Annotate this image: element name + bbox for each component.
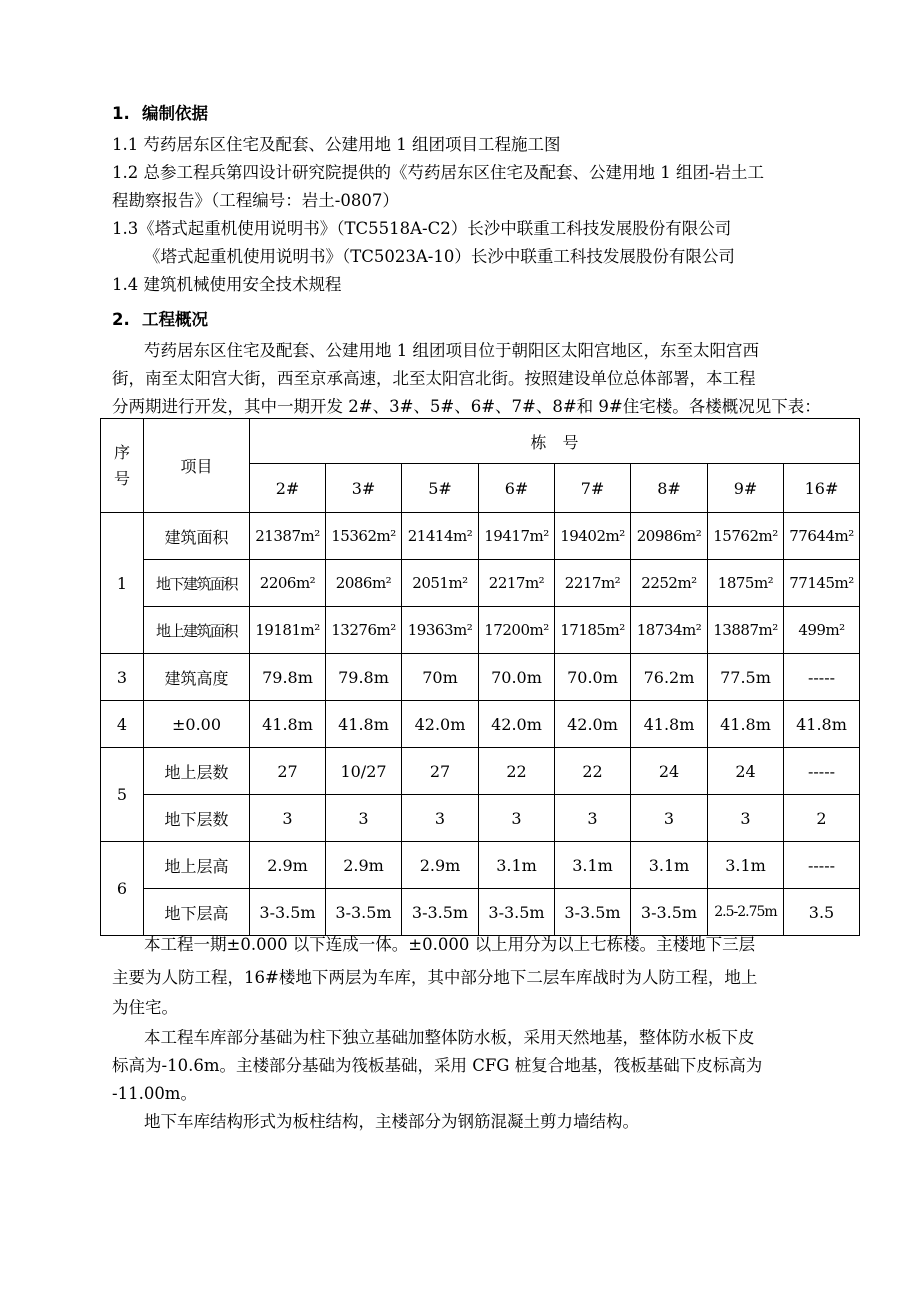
table-cell: 21414m² bbox=[402, 513, 479, 560]
row-label: 建筑高度 bbox=[144, 654, 250, 701]
basis-item-1: 1.1 芍药居东区住宅及配套、公建用地 1 组团项目工程施工图 bbox=[112, 135, 561, 154]
table-cell: 1875m² bbox=[708, 560, 784, 607]
header-seq-char-2: 号 bbox=[113, 468, 130, 488]
table-cell: 2.9m bbox=[326, 842, 402, 889]
row-label: 地下层数 bbox=[144, 795, 250, 842]
table-cell: 3-3.5m bbox=[555, 889, 631, 936]
table-cell: 3 bbox=[631, 795, 708, 842]
table-cell: 13276m² bbox=[326, 607, 402, 654]
table-cell: 24 bbox=[631, 748, 708, 795]
header-building-number: 栋 号 bbox=[250, 419, 860, 464]
header-seq-char-1: 序 bbox=[113, 442, 130, 462]
table-cell: 15762m² bbox=[708, 513, 784, 560]
table-cell: 13887m² bbox=[708, 607, 784, 654]
table-cell: 77.5m bbox=[708, 654, 784, 701]
table-cell: 3.5 bbox=[784, 889, 860, 936]
table-cell: 3 bbox=[708, 795, 784, 842]
table-cell: 19363m² bbox=[402, 607, 479, 654]
table-cell: 70.0m bbox=[555, 654, 631, 701]
row-label: 地上建筑面积 bbox=[144, 607, 250, 654]
table-cell: 19417m² bbox=[479, 513, 555, 560]
header-item: 项目 bbox=[144, 419, 250, 513]
basis-item-4: 1.4 建筑机械使用安全技术规程 bbox=[112, 275, 342, 294]
table-cell: 3.1m bbox=[708, 842, 784, 889]
row-label: 地下层高 bbox=[144, 889, 250, 936]
row-seq: 3 bbox=[101, 654, 144, 701]
overview-para-2-line-3: 为住宅。 bbox=[112, 998, 178, 1017]
table-cell: ----- bbox=[784, 748, 860, 795]
table-cell: 2.9m bbox=[250, 842, 326, 889]
table-cell: 3 bbox=[250, 795, 326, 842]
table-cell: 2.9m bbox=[402, 842, 479, 889]
row-label: 建筑面积 bbox=[144, 513, 250, 560]
table-row bbox=[101, 654, 860, 701]
table-row bbox=[101, 842, 860, 889]
overview-para-2-line-2: 主要为人防工程，16#楼地下两层为车库，其中部分地下二层车库战时为人防工程，地上 bbox=[112, 968, 758, 987]
table-row bbox=[101, 748, 860, 795]
row-seq: 5 bbox=[101, 748, 144, 842]
table-cell: 21387m² bbox=[250, 513, 326, 560]
overview-para-3-line-1: 本工程车库部分基础为柱下独立基础加整体防水板，采用天然地基，整体防水板下皮 bbox=[144, 1028, 755, 1047]
table-cell: 2051m² bbox=[402, 560, 479, 607]
row-label: 地下建筑面积 bbox=[144, 560, 250, 607]
table-cell: 2.5-2.75m bbox=[708, 889, 784, 936]
section-title: 编制依据 bbox=[142, 104, 208, 123]
overview-para-4: 地下车库结构形式为板柱结构，主楼部分为钢筋混凝土剪力墙结构。 bbox=[144, 1112, 639, 1131]
table-cell: 3.1m bbox=[555, 842, 631, 889]
table-cell: 15362m² bbox=[326, 513, 402, 560]
section-title: 工程概况 bbox=[142, 310, 208, 329]
building-col-header: 3# bbox=[326, 464, 402, 513]
building-overview-table bbox=[100, 418, 860, 936]
table-row bbox=[101, 607, 860, 654]
table-cell: 3-3.5m bbox=[402, 889, 479, 936]
table-cell: 27 bbox=[402, 748, 479, 795]
table-cell: 2217m² bbox=[479, 560, 555, 607]
table-row bbox=[101, 701, 860, 748]
table-cell: 3.1m bbox=[631, 842, 708, 889]
building-col-header: 7# bbox=[555, 464, 631, 513]
table-cell: 79.8m bbox=[326, 654, 402, 701]
table-cell: 41.8m bbox=[708, 701, 784, 748]
table-cell: 3-3.5m bbox=[326, 889, 402, 936]
table-cell: 22 bbox=[555, 748, 631, 795]
row-label: ±0.00 bbox=[144, 701, 250, 748]
section-number: 1. bbox=[112, 104, 130, 123]
table-cell: 2206m² bbox=[250, 560, 326, 607]
table-cell: 24 bbox=[708, 748, 784, 795]
table-cell: 10/27 bbox=[326, 748, 402, 795]
basis-item-2-line-1: 1.2 总参工程兵第四设计研究院提供的《芍药居东区住宅及配套、公建用地 1 组团-岩土工 bbox=[112, 163, 765, 182]
table-cell: 76.2m bbox=[631, 654, 708, 701]
table-cell: 77644m² bbox=[784, 513, 860, 560]
table-cell: 41.8m bbox=[631, 701, 708, 748]
section-heading-overview bbox=[112, 306, 208, 334]
table-cell: 70.0m bbox=[479, 654, 555, 701]
table-cell: 27 bbox=[250, 748, 326, 795]
row-label: 地上层数 bbox=[144, 748, 250, 795]
building-col-header: 9# bbox=[708, 464, 784, 513]
table-cell: 77145m² bbox=[784, 560, 860, 607]
table-cell: 2086m² bbox=[326, 560, 402, 607]
table-cell: 41.8m bbox=[326, 701, 402, 748]
building-col-header: 8# bbox=[631, 464, 708, 513]
table-cell: 70m bbox=[402, 654, 479, 701]
overview-para-1-line-2: 街，南至太阳宫大街，西至京承高速，北至太阳宫北街。按照建设单位总体部署，本工程 bbox=[112, 369, 756, 388]
table-cell: 42.0m bbox=[402, 701, 479, 748]
table-cell: 3.1m bbox=[479, 842, 555, 889]
table-cell: 3-3.5m bbox=[631, 889, 708, 936]
row-seq: 6 bbox=[101, 842, 144, 936]
table-cell: 42.0m bbox=[555, 701, 631, 748]
table-cell: 2 bbox=[784, 795, 860, 842]
table-row bbox=[101, 513, 860, 560]
table-cell: 3 bbox=[326, 795, 402, 842]
overview-para-2-line-1: 本工程一期±0.000 以下连成一体。±0.000 以上用分为以上七栋楼。主楼地下三层 bbox=[144, 935, 756, 954]
table-cell: 2217m² bbox=[555, 560, 631, 607]
section-number: 2. bbox=[112, 310, 130, 329]
overview-para-1-line-3: 分两期进行开发，其中一期开发 2#、3#、5#、6#、7#、8#和 9#住宅楼。各楼概况见下表： bbox=[112, 397, 821, 416]
table-cell: 41.8m bbox=[250, 701, 326, 748]
table-cell: 18734m² bbox=[631, 607, 708, 654]
row-label: 地上层高 bbox=[144, 842, 250, 889]
header-seq bbox=[101, 419, 144, 513]
table-cell: 22 bbox=[479, 748, 555, 795]
building-col-header: 2# bbox=[250, 464, 326, 513]
overview-para-3-line-3: -11.00m。 bbox=[112, 1084, 197, 1103]
table-cell: 19181m² bbox=[250, 607, 326, 654]
table-cell: 19402m² bbox=[555, 513, 631, 560]
building-col-header: 16# bbox=[784, 464, 860, 513]
building-col-header: 5# bbox=[402, 464, 479, 513]
table-cell: 499m² bbox=[784, 607, 860, 654]
table-cell: 3-3.5m bbox=[479, 889, 555, 936]
basis-item-3-line-2: 《塔式起重机使用说明书》（TC5023A-10）长沙中联重工科技发展股份有限公司 bbox=[144, 247, 735, 266]
basis-item-2-line-2: 程勘察报告》（工程编号：岩土-0807） bbox=[112, 191, 399, 210]
table-cell: 41.8m bbox=[784, 701, 860, 748]
table-cell: ----- bbox=[784, 842, 860, 889]
table-cell: 3-3.5m bbox=[250, 889, 326, 936]
table-cell: 3 bbox=[479, 795, 555, 842]
row-seq: 1 bbox=[101, 513, 144, 654]
table-cell: 3 bbox=[555, 795, 631, 842]
basis-item-3-line-1: 1.3《塔式起重机使用说明书》（TC5518A-C2）长沙中联重工科技发展股份有限公司 bbox=[112, 219, 732, 238]
building-col-header: 6# bbox=[479, 464, 555, 513]
table-cell: ----- bbox=[784, 654, 860, 701]
table-row bbox=[101, 795, 860, 842]
table-cell: 17200m² bbox=[479, 607, 555, 654]
row-seq: 4 bbox=[101, 701, 144, 748]
table-row bbox=[101, 560, 860, 607]
table-cell: 3 bbox=[402, 795, 479, 842]
table-cell: 2252m² bbox=[631, 560, 708, 607]
overview-para-1-line-1: 芍药居东区住宅及配套、公建用地 1 组团项目位于朝阳区太阳宫地区，东至太阳宫西 bbox=[144, 341, 759, 360]
table-cell: 79.8m bbox=[250, 654, 326, 701]
table-cell: 17185m² bbox=[555, 607, 631, 654]
overview-para-3-line-2: 标高为-10.6m。主楼部分基础为筏板基础，采用 CFG 桩复合地基，筏板基础下皮标高为 bbox=[112, 1056, 763, 1075]
table-cell: 20986m² bbox=[631, 513, 708, 560]
table-cell: 42.0m bbox=[479, 701, 555, 748]
section-heading-basis bbox=[112, 100, 208, 128]
table-row bbox=[101, 889, 860, 936]
